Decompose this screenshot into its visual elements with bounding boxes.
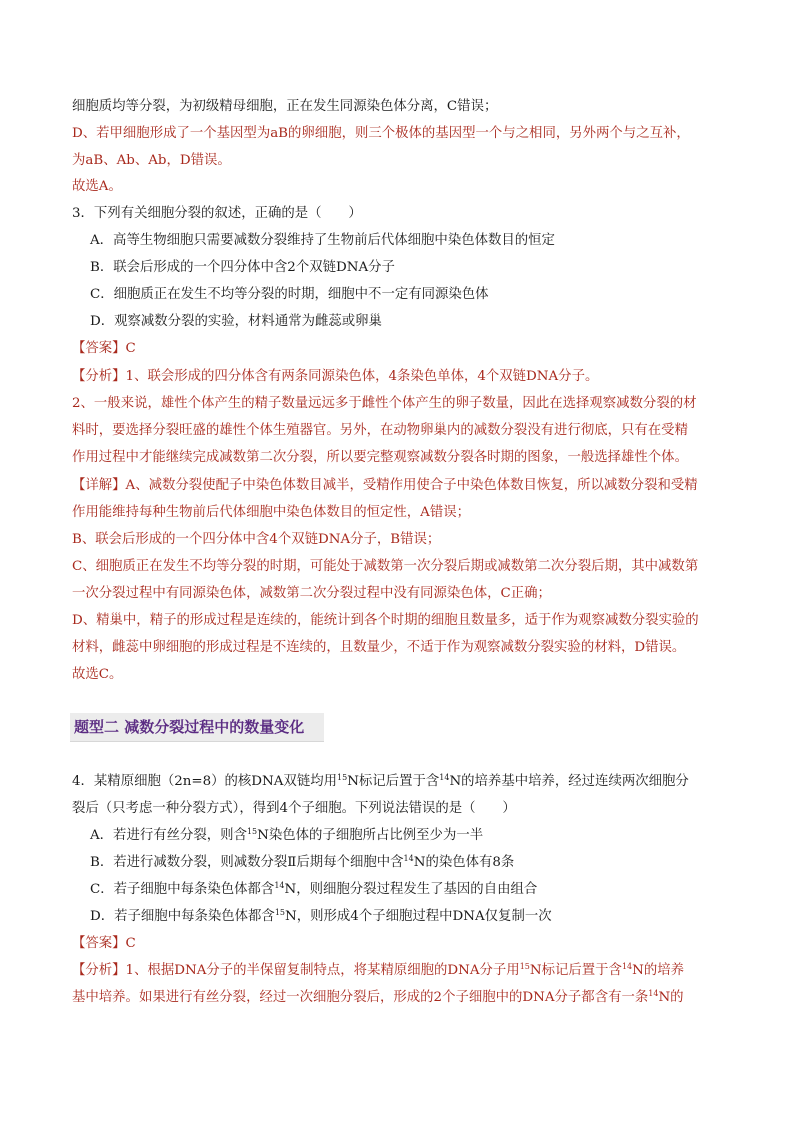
text-line: D、若甲细胞形成了一个基因型为aB的卵细胞，则三个极体的基因型一个与之相同，另外两个与之互补， <box>72 126 690 141</box>
text-line: 细胞质均等分裂，为初级精母细胞，正在发生同源染色体分离，C错误； <box>72 99 498 114</box>
question-3-option-b: B．联会后形成的一个四分体中含2个双链DNA分子 <box>90 260 395 275</box>
question-3-explanation: 一次分裂过程中有同源染色体，减数第二次分裂过程中没有同源染色体，C正确； <box>72 586 551 601</box>
question-3-explanation: 【详解】A、减数分裂使配子中染色体数目减半，受精作用使合子中染色体数目恢复，所以减数分裂和受精 <box>72 478 698 493</box>
question-3-explanation: D、精巢中，精子的形成过程是连续的，能统计到各个时期的细胞且数量多，适于作为观察减数分裂实验的 <box>72 613 699 628</box>
question-3-explanation: B、联会后形成的一个四分体中含4个双链DNA分子，B错误； <box>72 532 441 547</box>
question-3-analysis: 料时，要选择分裂旺盛的雄性个体生殖器官。另外，在动物卵巢内的减数分裂没有进行彻底，只有在受精 <box>72 423 688 438</box>
text-line: 故选A。 <box>72 179 122 194</box>
question-4-stem: 4．某精原细胞（2n=8）的核DNA双链均用$^{15}$N标记后置于含$^{14}$N的培养基中培养，经过连续两次细胞分 <box>72 773 689 789</box>
section-heading: 题型二 减数分裂过程中的数量变化 <box>70 713 324 742</box>
question-4-analysis: 【分析】1、根据DNA分子的半保留复制特点，将某精原细胞的DNA分子用$^{15}$N标记后置于含$^{14}$N的培养 <box>72 962 685 978</box>
question-3-option-c: C．细胞质正在发生不均等分裂的时期，细胞中不一定有同源染色体 <box>90 287 489 302</box>
question-3-answer: 【答案】C <box>72 341 136 356</box>
question-3-analysis: 2、一般来说，雄性个体产生的精子数量远远多于雌性个体产生的卵子数量，因此在选择观察减数分裂的材 <box>72 396 697 411</box>
question-4-answer: 【答案】C <box>72 936 136 951</box>
question-3-option-d: D．观察减数分裂的实验，材料通常为雌蕊或卵巢 <box>90 314 382 329</box>
question-3-explanation: 作用能维持每种生物前后代体细胞中染色体数目的恒定性，A错误； <box>72 505 470 520</box>
question-3-explanation: 材料，雌蕊中卵细胞的形成过程是不连续的，且数量少，不适于作为观察减数分裂实验的材料，D错误。 <box>72 640 686 655</box>
text-line: 为aB、Ab、Ab，D错误。 <box>72 153 231 168</box>
question-3-explanation: C、细胞质正在发生不均等分裂的时期，可能处于减数第一次分裂后期或减数第二次分裂后期，其中减数第 <box>72 559 699 574</box>
question-4-analysis: 基中培养。如果进行有丝分裂，经过一次细胞分裂后，形成的2个子细胞中的DNA分子都含有一条$^{14}$N的 <box>72 989 684 1005</box>
question-4-option-d: D．若子细胞中每条染色体都含$^{15}$N，则形成4个子细胞过程中DNA仅复制一次 <box>90 908 552 924</box>
question-4-option-c: C．若子细胞中每条染色体都含$^{14}$N，则细胞分裂过程发生了基因的自由组合 <box>90 881 538 897</box>
question-4-stem: 裂后（只考虑一种分裂方式），得到4个子细胞。下列说法错误的是（ ） <box>72 801 516 816</box>
question-4-option-a: A．若进行有丝分裂，则含$^{15}$N染色体的子细胞所占比例至少为一半 <box>90 827 484 843</box>
question-3-stem: 3．下列有关细胞分裂的叙述，正确的是（ ） <box>72 206 362 221</box>
question-3-analysis: 作用过程中才能继续完成减数第二次分裂，所以要完整观察减数分裂各时期的图象，一般选择雄性个体。 <box>72 450 688 465</box>
question-4-option-b: B．若进行减数分裂，则减数分裂Ⅱ后期每个细胞中含$^{14}$N的染色体有8条 <box>90 854 515 870</box>
question-3-analysis: 【分析】1、联会形成的四分体含有两条同源染色体，4条染色单体，4个双链DNA分子。 <box>72 369 599 384</box>
question-3-conclusion: 故选C。 <box>72 667 123 682</box>
question-3-option-a: A．高等生物细胞只需要减数分裂维持了生物前后代体细胞中染色体数目的恒定 <box>90 233 555 248</box>
